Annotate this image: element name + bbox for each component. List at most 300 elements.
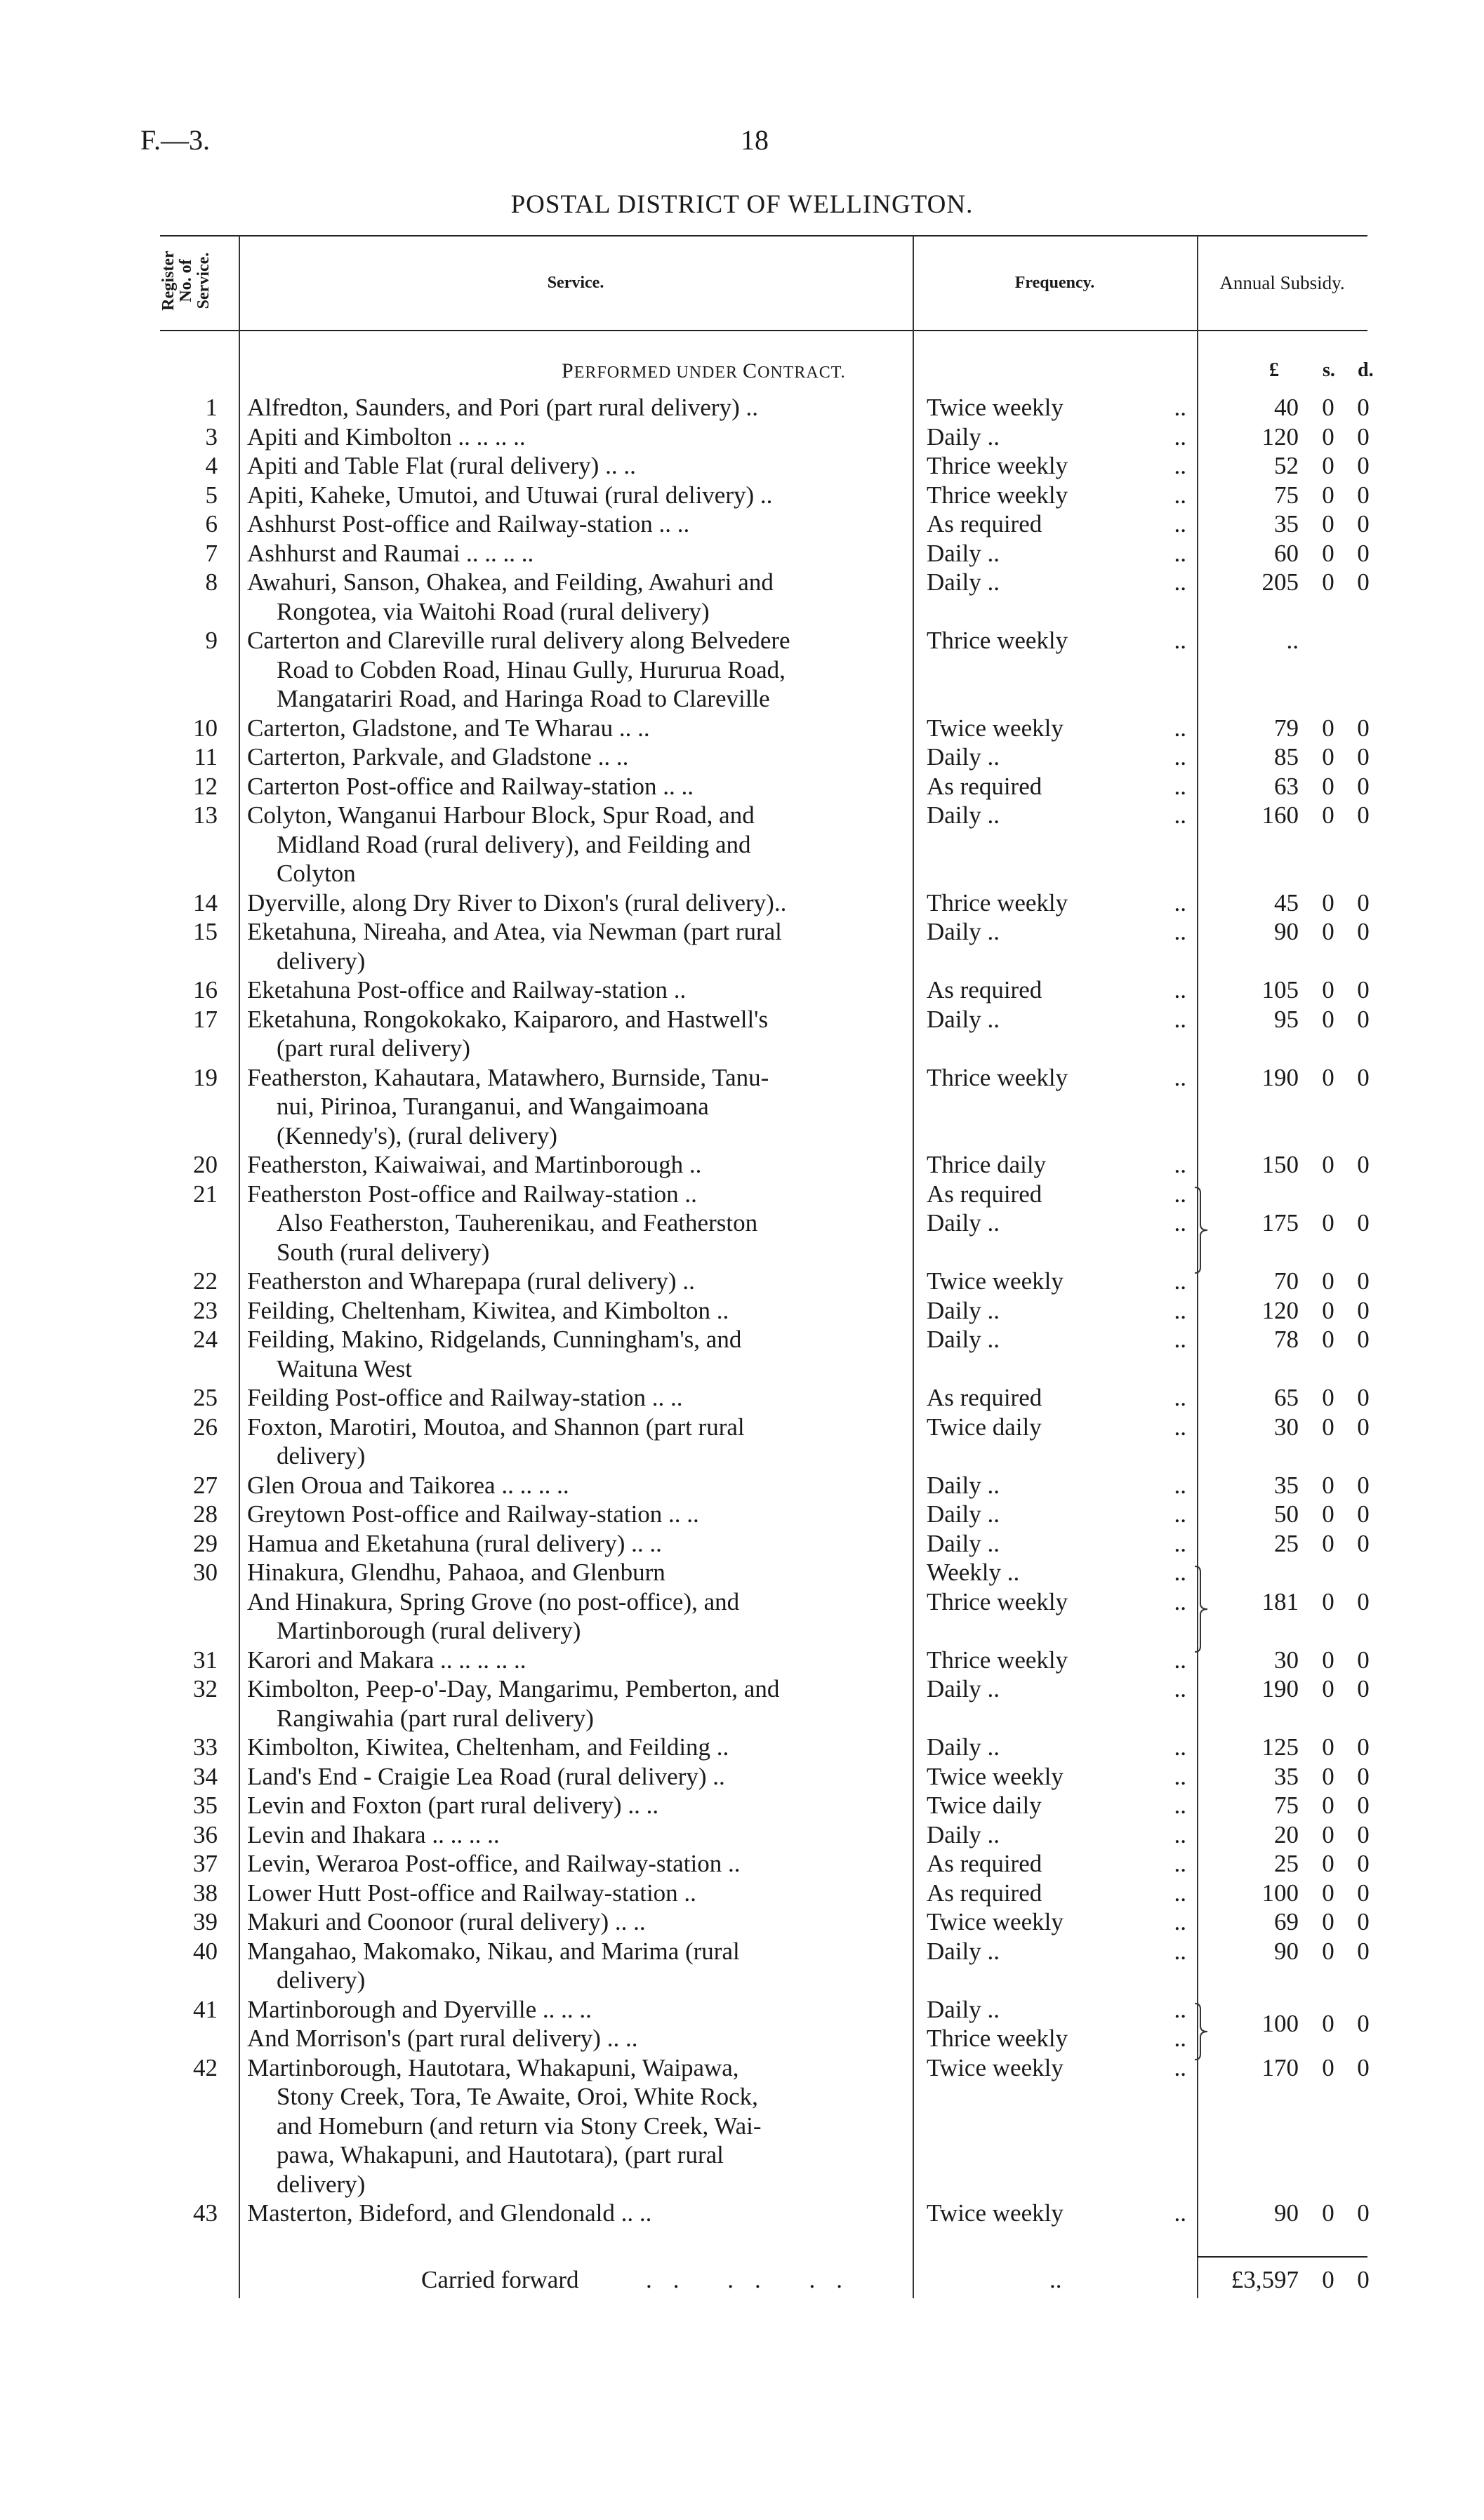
service-description — [247, 1005, 896, 1063]
frequency-text: As required — [927, 772, 1042, 800]
subsidy-pounds: 60 — [1274, 539, 1299, 567]
leader-dots: .. — [1174, 422, 1186, 451]
subsidy-pence: 0 — [1357, 1471, 1370, 1499]
brace-icon — [1195, 1566, 1207, 1652]
frequency-text: Daily .. — [927, 1733, 1000, 1761]
frequency-text: Daily .. — [927, 743, 1000, 771]
subsidy-shillings: 0 — [1322, 452, 1334, 479]
register-number: 32 — [193, 1675, 218, 1702]
service-line: Hamua and Eketahuna (rural delivery) .. .. — [247, 1529, 662, 1557]
service-frequency — [927, 1529, 1186, 1559]
service-line: Featherston Post-office and Railway-station .. — [247, 1180, 697, 1208]
service-description — [247, 801, 896, 888]
subsidy-total-rule — [1197, 2256, 1367, 2258]
service-frequency — [927, 1558, 1186, 1616]
frequency-text: Twice daily — [927, 1792, 1042, 1819]
service-description — [247, 1296, 896, 1326]
leader-dots: .. — [1174, 627, 1186, 654]
leader-dots: .. — [1174, 1326, 1186, 1353]
service-frequency — [927, 975, 1186, 1005]
service-line: Foxton, Marotiri, Moutoa, and Shannon (part rural — [247, 1413, 745, 1441]
service-frequency — [927, 1820, 1186, 1850]
service-line: Featherston, Kaiwaiwai, and Martinborough .. — [247, 1151, 702, 1178]
brace-group-21 — [1193, 1186, 1210, 1274]
service-line: Colyton, Wanganui Harbour Block, Spur Road, and — [247, 801, 755, 829]
register-number: 8 — [205, 568, 218, 596]
subsidy-shillings: 0 — [1322, 1413, 1334, 1441]
subsidy-shillings: 0 — [1322, 422, 1334, 451]
service-line: delivery) — [277, 1966, 366, 1994]
subsidy-shillings: 0 — [1322, 2010, 1334, 2038]
brace-icon — [1195, 1187, 1207, 1273]
subsidy-pence: 0 — [1357, 1587, 1370, 1615]
subsidy-shillings: 0 — [1322, 1529, 1334, 1557]
service-frequency — [927, 481, 1186, 510]
subsidy-pence: 0 — [1357, 1529, 1370, 1557]
service-line: Martinborough (rural delivery) — [277, 1617, 581, 1644]
service-frequency — [927, 1733, 1186, 1762]
subsidy-shillings: 0 — [1322, 1267, 1334, 1295]
service-description — [247, 568, 896, 626]
leader-dots: .. — [1174, 1850, 1186, 1877]
service-description — [247, 1879, 896, 1908]
subsidy-shillings: 0 — [1322, 1820, 1334, 1848]
subsidy-shillings: 0 — [1322, 1646, 1334, 1674]
register-number: 4 — [205, 452, 218, 479]
service-frequency — [927, 1150, 1186, 1180]
subsidy-pounds: 75 — [1274, 481, 1299, 509]
subsidy-shillings: 0 — [1322, 1733, 1334, 1761]
subsidy-pounds: 78 — [1274, 1326, 1299, 1353]
service-line: Also Featherston, Tauherenikau, and Featherston — [277, 1209, 758, 1236]
service-line: Featherston, Kahautara, Matawhero, Burnside, Tanu- — [247, 1063, 769, 1091]
subsidy-shillings: 0 — [1322, 1675, 1334, 1702]
register-number: 34 — [193, 1762, 218, 1790]
subsidy-shillings: 0 — [1322, 918, 1334, 945]
service-frequency — [927, 1879, 1186, 1908]
service-line: Makuri and Coonoor (rural delivery) .. .. — [247, 1908, 646, 1935]
subsidy-pounds: 100 — [1261, 2010, 1299, 2038]
service-frequency — [927, 568, 1186, 597]
subsidy-shillings: 0 — [1322, 1471, 1334, 1499]
carried-forward-label: Carried forward — [421, 2266, 579, 2293]
register-number: 15 — [193, 918, 218, 945]
subsidy-pence: 0 — [1357, 452, 1370, 479]
service-line: Levin and Ihakara .. .. .. .. — [247, 1820, 500, 1848]
subsidy-pounds: 85 — [1274, 743, 1299, 771]
service-description — [247, 1995, 896, 2053]
subsidy-shillings: 0 — [1322, 481, 1334, 509]
subsidy-shillings: 0 — [1322, 568, 1334, 596]
leader-dots: .. — [1174, 481, 1186, 509]
leader-dots: .. — [1174, 452, 1186, 479]
service-line: delivery) — [277, 1442, 366, 1469]
subsidy-pence: 0 — [1357, 1296, 1370, 1324]
register-number: 28 — [193, 1500, 218, 1528]
service-description — [247, 975, 896, 1005]
register-number: 42 — [193, 2053, 218, 2081]
leader-dots: .. — [1174, 1675, 1186, 1702]
subsidy-pence: 0 — [1357, 539, 1370, 567]
shillings-heading: s. — [1323, 359, 1335, 381]
register-number: 21 — [193, 1180, 218, 1208]
subsidy-pounds: 35 — [1274, 1762, 1299, 1790]
subsidy-pence: 0 — [1357, 510, 1370, 538]
subsidy-shillings: 0 — [1322, 1296, 1334, 1324]
leader-dots: .. — [1174, 743, 1186, 771]
register-number: 10 — [193, 714, 218, 742]
register-number: 24 — [193, 1326, 218, 1353]
service-frequency — [927, 626, 1186, 655]
subsidy-pence: 0 — [1357, 1733, 1370, 1761]
register-number: 5 — [205, 481, 218, 509]
service-line: Kimbolton, Peep-o'-Day, Mangarimu, Pemberton, and — [247, 1675, 780, 1702]
service-frequency — [927, 801, 1186, 830]
frequency-text: Twice daily — [927, 1413, 1042, 1441]
service-frequency — [927, 917, 1186, 947]
service-line: Eketahuna, Rongokokako, Kaiparoro, and Hastwell's — [247, 1005, 769, 1033]
service-line: and Homeburn (and return via Stony Creek, Wai- — [277, 2112, 762, 2140]
page-number: 18 — [741, 124, 769, 156]
frequency-text: Thrice weekly — [927, 2025, 1068, 2052]
leader-dots: .. — [1174, 1879, 1186, 1907]
frequency-text: Daily .. — [927, 918, 1000, 945]
subsidy-pounds: 105 — [1261, 976, 1299, 1004]
subsidy-pounds: 35 — [1274, 1471, 1299, 1499]
subsidy-shillings: 0 — [1322, 1908, 1334, 1935]
service-description — [247, 1529, 896, 1559]
subsidy-shillings: 0 — [1322, 1937, 1334, 1965]
subsidy-pounds: 30 — [1274, 1413, 1299, 1441]
subsidy-pounds: 120 — [1261, 1296, 1299, 1324]
register-number: 9 — [205, 627, 218, 654]
document-code: F.—3. — [140, 124, 211, 156]
frequency-text: Twice weekly — [927, 714, 1064, 742]
subsidy-shillings: 0 — [1322, 539, 1334, 567]
register-number: 35 — [193, 1792, 218, 1819]
subsidy-pounds: 35 — [1274, 510, 1299, 538]
service-description — [247, 917, 896, 975]
service-description — [247, 888, 896, 918]
service-description — [247, 451, 896, 481]
register-number: 11 — [194, 743, 218, 771]
service-frequency — [927, 1383, 1186, 1413]
service-frequency — [927, 393, 1186, 422]
subsidy-column-header: Annual Subsidy. — [1219, 272, 1345, 293]
leader-dots: .. — [1174, 1995, 1186, 2023]
leader-dots: .. — [1174, 888, 1186, 916]
leader-dots: .. — [1174, 1908, 1186, 1935]
register-number: 33 — [193, 1733, 218, 1761]
leader-dots: .. — [1174, 1209, 1186, 1236]
register-number: 19 — [193, 1063, 218, 1091]
subsidy-pence: 0 — [1357, 1209, 1370, 1236]
service-frequency — [927, 1995, 1186, 2053]
service-line: Waituna West — [277, 1354, 412, 1382]
service-description — [247, 1733, 896, 1762]
subsidy-shillings: 0 — [1322, 510, 1334, 538]
service-line: Rangiwahia (part rural delivery) — [277, 1704, 594, 1732]
service-frequency — [927, 451, 1186, 481]
subsidy-pounds: .. — [1286, 627, 1299, 654]
frequency-text: Thrice weekly — [927, 1063, 1068, 1091]
register-number: 16 — [193, 976, 218, 1004]
register-number: 23 — [193, 1296, 218, 1324]
leader-dots: .. — [1174, 1529, 1186, 1557]
frequency-text: Twice weekly — [927, 394, 1064, 421]
service-line: Karori and Makara .. .. .. .. .. — [247, 1646, 526, 1674]
subsidy-pounds: 90 — [1274, 1937, 1299, 1965]
register-number: 3 — [205, 422, 218, 451]
subsidy-pounds: 50 — [1274, 1500, 1299, 1528]
leader-dots: .. — [1174, 1646, 1186, 1674]
brace-icon — [1195, 2004, 1207, 2060]
leader-dots: .. — [1174, 1587, 1186, 1615]
leader-dots: .. — [1174, 714, 1186, 742]
service-description — [247, 1820, 896, 1850]
service-description — [247, 1063, 896, 1151]
leader-dots: .. — [1174, 801, 1186, 829]
subsidy-pounds: 190 — [1261, 1063, 1299, 1091]
subsidy-pounds: 190 — [1261, 1675, 1299, 1702]
register-number: 37 — [193, 1850, 218, 1877]
service-description — [247, 1180, 896, 1267]
service-description — [247, 1791, 896, 1820]
register-number: 29 — [193, 1529, 218, 1557]
service-line: pawa, Whakapuni, and Hautotara), (part rural — [277, 2141, 724, 2168]
service-line: Midland Road (rural delivery), and Feilding and — [277, 830, 751, 858]
leader-dots: .. — [1174, 1063, 1186, 1091]
service-line: Greytown Post-office and Railway-station .. .. — [247, 1500, 699, 1528]
subsidy-shillings: 0 — [1322, 1587, 1334, 1615]
frequency-text: Daily .. — [927, 1471, 1000, 1499]
service-line: Featherston and Wharepapa (rural delivery) .. — [247, 1267, 695, 1295]
register-number: 26 — [193, 1413, 218, 1441]
frequency-text: As required — [927, 1850, 1042, 1877]
subsidy-pounds: 95 — [1274, 1005, 1299, 1033]
service-line: Road to Cobden Road, Hinau Gully, Hururua Road, — [277, 655, 786, 684]
frequency-text: Daily .. — [927, 539, 1000, 567]
frequency-text: Daily .. — [927, 568, 1000, 596]
subsidy-pounds: 170 — [1261, 2053, 1299, 2081]
frequency-text: Thrice weekly — [927, 452, 1068, 479]
service-line: Alfredton, Saunders, and Pori (part rural delivery) .. — [247, 394, 758, 421]
service-line: And Morrison's (part rural delivery) .. .. — [247, 2025, 638, 2052]
subsidy-pounds: 79 — [1274, 714, 1299, 742]
service-frequency — [927, 539, 1186, 568]
service-line: Carterton, Gladstone, and Te Wharau .. .. — [247, 714, 650, 742]
brace-group-41 — [1193, 2002, 1210, 2061]
leader-dots: .. — [1174, 1820, 1186, 1848]
service-line: And Hinakura, Spring Grove (no post-office), and — [247, 1587, 740, 1615]
service-line: delivery) — [277, 2170, 366, 2198]
subsidy-pence: 0 — [1357, 976, 1370, 1004]
service-description — [247, 1413, 896, 1471]
carried-forward-dots: .. .. .. — [646, 2266, 863, 2293]
leader-dots: .. — [1174, 1762, 1186, 1790]
service-frequency — [927, 742, 1186, 772]
service-frequency — [927, 772, 1186, 801]
register-number: 31 — [193, 1646, 218, 1674]
subsidy-shillings: 0 — [1322, 1792, 1334, 1819]
subsidy-pence: 0 — [1357, 801, 1370, 829]
service-description — [247, 742, 896, 772]
subsidy-shillings: 0 — [1322, 976, 1334, 1004]
service-line: Hinakura, Glendhu, Pahaoa, and Glenburn — [247, 1559, 665, 1586]
service-line: Mangahao, Makomako, Nikau, and Marima (rural — [247, 1937, 740, 1965]
subsidy-pence: 0 — [1357, 1762, 1370, 1790]
service-line: Feilding, Makino, Ridgelands, Cunningham's, and — [247, 1326, 742, 1353]
register-number: 20 — [193, 1151, 218, 1178]
service-description — [247, 714, 896, 743]
frequency-text: Daily .. — [927, 1995, 1000, 2023]
frequency-text: Thrice daily — [927, 1151, 1047, 1178]
service-line: Awahuri, Sanson, Ohakea, and Feilding, Awahuri and — [247, 568, 774, 596]
subsidy-shillings: 0 — [1322, 2199, 1334, 2227]
service-column-header: Service. — [547, 274, 604, 292]
service-frequency — [927, 1413, 1186, 1442]
service-line: Dyerville, along Dry River to Dixon's (rural delivery).. — [247, 888, 787, 916]
leader-dots: .. — [1174, 772, 1186, 800]
service-description — [247, 626, 896, 714]
subsidy-pence: 0 — [1357, 888, 1370, 916]
frequency-text: Thrice weekly — [927, 627, 1068, 654]
subsidy-shillings: 0 — [1322, 714, 1334, 742]
service-line: Lower Hutt Post-office and Railway-station .. — [247, 1879, 696, 1907]
subsidy-shillings: 0 — [1322, 1879, 1334, 1907]
service-line: (part rural delivery) — [277, 1034, 470, 1062]
subsidy-shillings: 0 — [1322, 772, 1334, 800]
subsidy-pence: 0 — [1357, 422, 1370, 451]
frequency-text: As required — [927, 1384, 1042, 1411]
leader-dots: .. — [1174, 1559, 1186, 1586]
frequency-text: Weekly .. — [927, 1559, 1020, 1586]
leader-dots: .. — [1174, 1471, 1186, 1499]
register-number: 22 — [193, 1267, 218, 1295]
subsidy-pounds: 75 — [1274, 1792, 1299, 1819]
subsidy-shillings: 0 — [1322, 1384, 1334, 1411]
frequency-text: Thrice weekly — [927, 481, 1068, 509]
subsidy-pounds: 40 — [1274, 394, 1299, 421]
register-number: 7 — [205, 539, 218, 567]
leader-dots: .. — [1174, 1792, 1186, 1819]
frequency-text: Daily .. — [927, 801, 1000, 829]
subsidy-pence: 0 — [1357, 1675, 1370, 1702]
subsidy-pounds: 125 — [1261, 1733, 1299, 1761]
service-line: Masterton, Bideford, and Glendonald .. .. — [247, 2199, 652, 2227]
service-column-divider — [913, 235, 914, 2298]
frequency-text: Daily .. — [927, 1005, 1000, 1033]
service-line: (Kennedy's), (rural delivery) — [277, 1121, 557, 1149]
service-line: Eketahuna Post-office and Railway-station .. — [247, 976, 687, 1004]
leader-dots: .. — [1174, 394, 1186, 421]
frequency-text: Daily .. — [927, 1326, 1000, 1353]
pence-heading: d. — [1358, 359, 1374, 381]
service-description — [247, 393, 896, 422]
service-line: Martinborough, Hautotara, Whakapuni, Waipawa, — [247, 2053, 739, 2081]
leader-dots: .. — [1174, 2025, 1186, 2052]
subsidy-pence: 0 — [1357, 1413, 1370, 1441]
subsidy-pence: 0 — [1357, 2199, 1370, 2227]
subsidy-pence: 0 — [1357, 1879, 1370, 1907]
service-description — [247, 1762, 896, 1792]
subsidy-pounds: 30 — [1274, 1646, 1299, 1674]
frequency-text: Daily .. — [927, 1529, 1000, 1557]
carried-forward-pence: 0 — [1357, 2266, 1370, 2293]
leader-dots: .. — [1174, 1180, 1186, 1208]
subsidy-shillings: 0 — [1322, 2053, 1334, 2081]
subsidy-pence: 0 — [1357, 1500, 1370, 1528]
leader-dots: .. — [1174, 539, 1186, 567]
frequency-text: Twice weekly — [927, 2053, 1064, 2081]
leader-dots: .. — [1174, 1296, 1186, 1324]
service-line: Carterton Post-office and Railway-station .. .. — [247, 772, 694, 800]
frequency-text: Twice weekly — [927, 1267, 1064, 1295]
service-line: Carterton and Clareville rural delivery along Belvedere — [247, 627, 790, 654]
service-frequency — [927, 1937, 1186, 1966]
subsidy-pence: 0 — [1357, 743, 1370, 771]
service-line: nui, Pirinoa, Turanganui, and Wangaimoana — [277, 1093, 709, 1120]
leader-dots: .. — [1174, 1005, 1186, 1033]
pounds-heading: £ — [1269, 359, 1279, 381]
subsidy-pence: 0 — [1357, 1005, 1370, 1033]
service-description — [247, 539, 896, 568]
leader-dots: .. — [1174, 1500, 1186, 1528]
subsidy-pounds: 150 — [1261, 1151, 1299, 1178]
subsidy-pounds: 90 — [1274, 918, 1299, 945]
leader-dots: .. — [1174, 2199, 1186, 2227]
service-description — [247, 422, 896, 452]
service-description — [247, 1558, 896, 1646]
carried-forward-frequency-dots: .. — [1049, 2266, 1062, 2293]
register-number: 39 — [193, 1908, 218, 1935]
service-frequency — [927, 1180, 1186, 1238]
section-heading: PERFORMED UNDER CONTRACT. — [562, 359, 846, 382]
subsidy-pence: 0 — [1357, 481, 1370, 509]
register-number: 41 — [193, 1995, 218, 2023]
leader-dots: .. — [1174, 976, 1186, 1004]
subsidy-shillings: 0 — [1322, 394, 1334, 421]
subsidy-shillings: 0 — [1322, 743, 1334, 771]
register-number: 25 — [193, 1384, 218, 1411]
leader-dots: .. — [1174, 2053, 1186, 2081]
service-line: Feilding Post-office and Railway-station .. .. — [247, 1384, 683, 1411]
service-line: Rongotea, via Waitohi Road (rural delivery) — [277, 597, 710, 625]
service-line: Colyton — [277, 860, 356, 887]
subsidy-pence: 0 — [1357, 1850, 1370, 1877]
frequency-text: Daily .. — [927, 1296, 1000, 1324]
service-description — [247, 481, 896, 510]
subsidy-pence: 0 — [1357, 1792, 1370, 1819]
subsidy-pounds: 45 — [1274, 888, 1299, 916]
leader-dots: .. — [1174, 1151, 1186, 1178]
leader-dots: .. — [1174, 1413, 1186, 1441]
service-frequency — [927, 1907, 1186, 1937]
service-line: South (rural delivery) — [277, 1238, 490, 1266]
frequency-text: Thrice weekly — [927, 1646, 1068, 1674]
subsidy-pence: 0 — [1357, 394, 1370, 421]
subsidy-shillings: 0 — [1322, 1850, 1334, 1877]
leader-dots: .. — [1174, 568, 1186, 596]
service-line: Stony Creek, Tora, Te Awaite, Oroi, White Rock, — [277, 2083, 758, 2110]
register-number: 40 — [193, 1937, 218, 1965]
service-frequency — [927, 1849, 1186, 1879]
subsidy-shillings: 0 — [1322, 1005, 1334, 1033]
service-description — [247, 2053, 896, 2199]
subsidy-shillings: 0 — [1322, 1762, 1334, 1790]
subsidy-pence: 0 — [1357, 1646, 1370, 1674]
service-frequency — [927, 888, 1186, 918]
